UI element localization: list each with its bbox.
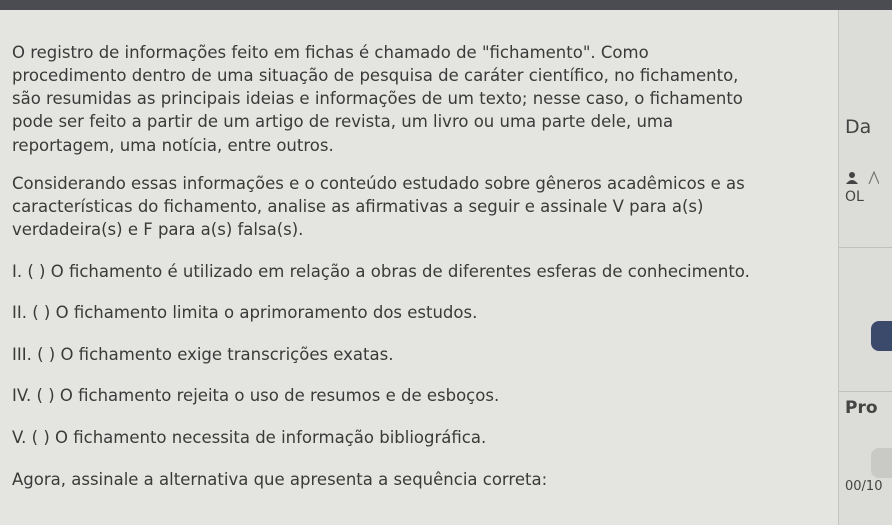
statement-1: I. ( ) O fichamento é utilizado em relação a obras de diferentes esferas de conhecimento.: [12, 262, 750, 281]
statement-2: II. ( ) O fichamento limita o aprimoramento dos estudos.: [12, 303, 478, 322]
side-accent-button[interactable]: [871, 321, 892, 351]
side-user-fragment: OL: [845, 189, 864, 205]
side-divider-1: [839, 247, 892, 248]
intro-line-1: O registro de informações feito em fichas é chamado de "fichamento". Como: [12, 43, 649, 62]
instruction-line-3: verdadeira(s) e F para a(s) falsa(s).: [12, 220, 304, 239]
intro-line-4: pode ser feito a partir de um artigo de revista, um livro ou uma parte dele, uma: [12, 112, 674, 131]
statement-4: IV. ( ) O fichamento rejeita o uso de resumos e de esboços.: [12, 386, 500, 405]
intro-line-5: reportagem, uma notícia, entre outros.: [12, 136, 334, 155]
side-divider-2: [839, 391, 892, 392]
top-bar: [0, 0, 892, 10]
side-panel: [838, 10, 892, 525]
side-heading-fragment: Da: [845, 116, 872, 138]
instruction-line-2: características do fichamento, analise as afirmativas a seguir e assinale V para a(s): [12, 197, 704, 216]
intro-line-2: procedimento dentro de uma situação de pesquisa de caráter científico, no fichamento,: [12, 66, 739, 85]
instruction-line-1: Considerando essas informações e o conteúdo estudado sobre gêneros acadêmicos e as: [12, 174, 745, 193]
side-progress-bar: [871, 448, 892, 478]
side-progress-fragment: Pro: [845, 398, 878, 418]
statement-3: III. ( ) O fichamento exige transcrições exatas.: [12, 345, 394, 364]
answer-prompt: Agora, assinale a alternativa que apresenta a sequência correta:: [12, 470, 548, 489]
intro-line-3: são resumidas as principais ideias e informações de um texto; nesse caso, o fichamento: [12, 89, 743, 108]
user-indicator: [845, 170, 879, 184]
question-panel: [0, 10, 838, 525]
side-counter-fragment: 00/10: [845, 479, 883, 494]
statement-5: V. ( ) O fichamento necessita de informação bibliográfica.: [12, 428, 487, 447]
user-icon: [845, 171, 879, 185]
